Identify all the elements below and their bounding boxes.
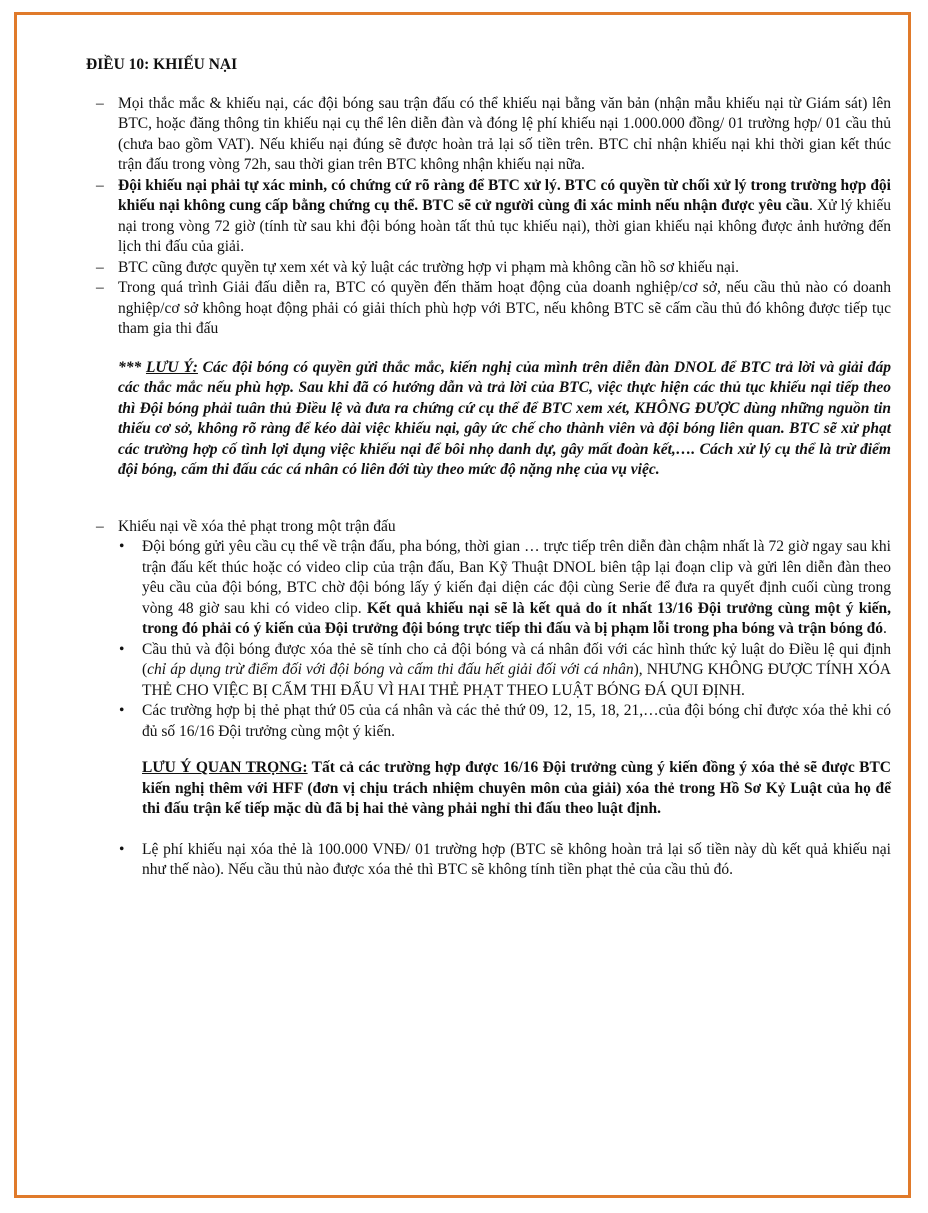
card-bullet-2-text-a: Cầu thủ và đội bóng được xóa thẻ sẽ tính cho cả đội bóng và cá nhân đối với các hình thức kỷ luật do Điều lệ qui định ( <box>142 640 891 678</box>
bullet-marker: • <box>119 840 125 858</box>
card-bullet-2 <box>86 640 891 702</box>
card-bullet-2-italic-text: chỉ áp dụng trừ điểm đối với đội bóng và cấm thi đấu hết giải đối với cá nhân <box>147 661 634 678</box>
note-text: Các đội bóng có quyền gửi thắc mắc, kiến nghị của mình trên diễn đàn DNOL để BTC trả lời và giải đáp các thắc mắc nếu phù hợp. Sau khi đã có hướng dẫn và trả lời của BTC, việc thực hiện các thủ tục khiếu nại tiếp theo thì Đội bóng phải tuân thủ Điều lệ và đưa ra chứng cứ cụ thể để BTC xem xét, KHÔNG ĐƯỢC dùng những nguồn tin thiếu cơ sở, không rõ ràng để kéo dài việc khiếu nại, gây ức chế cho thành viên và đội bóng liên quan. BTC sẽ xử phạt các trường hợp cố tình lợi dụng việc khiếu nại để bôi nhọ danh dự, gây mất đoàn kết,…. Cách xử lý cụ thể là trừ điểm đội bóng, cấm thi đấu các cá nhân có liên đới tùy theo mức độ nặng nhẹ của vụ việc. <box>118 358 892 478</box>
rule-item-1-text: Mọi thắc mắc & khiếu nại, các đội bóng sau trận đấu có thể khiếu nại bằng văn bản (nhận mẫu khiếu nại từ Giám sát) lên BTC, hoặc đăng thông tin khiếu nại cụ thể lên diễn đàn và đóng lệ phí khiếu nại 1.000.000 đồng/ 01 trường hợp/ 01 cầu thủ (chưa bao gồm VAT). Nếu khiếu nại đúng sẽ được hoàn trả lại số tiền trên. BTC chỉ nhận khiếu nại khi thời gian kết thúc trận đấu trong vòng 72h, sau thời gian trên BTC không nhận khiếu nại nữa. <box>118 94 891 173</box>
card-bullet-1-text: Đội bóng gửi yêu cầu cụ thể về trận đấu, pha bóng, thời gian … trực tiếp trên diễn đàn chậm nhất là 72 giờ ngay sau khi trận đấu kết thúc hoặc có video clip của trận đấu, Ban Kỹ Thuật DNOL biên tập lại đoạn clip và gửi lên diễn đàn theo yêu cầu của đội bóng, BTC chờ đội bóng lấy ý kiến đại diện các đội cùng Serie để đưa ra quyết định cuối cùng trong vòng 48 giờ sau khi có video clip. <box>142 538 891 617</box>
section-heading: ĐIỀU 10: KHIẾU NẠI <box>86 56 238 73</box>
important-note-label: LƯU Ý QUAN TRỌNG: <box>142 759 308 776</box>
rule-item-2-bold-text: Đội khiếu nại phải tự xác minh, có chứng cứ rõ ràng để BTC xử lý. BTC có quyền từ chối xử lý trong trường hợp đội khiếu nại không cung cấp bằng chứng cụ thể. BTC sẽ cử người cùng đi xác minh nếu nhận được yêu cầu <box>118 176 891 214</box>
rule-item-3 <box>86 258 891 279</box>
note-stars: *** <box>118 358 146 376</box>
dash-marker: – <box>96 517 104 535</box>
important-note-text: Tất cả các trường hợp được 16/16 Đội trưởng cùng ý kiến đồng ý xóa thẻ sẽ được BTC kiến nghị thêm với HFF (đơn vị chịu trách nhiệm chuyên môn của giải) xóa thẻ trong Hồ Sơ Kỷ Luật của họ để thi đấu trận kế tiếp mặc dù đã bị hai thẻ vàng phải nghỉ thi đấu theo luật định. <box>142 759 891 817</box>
card-bullet-4 <box>86 840 891 881</box>
card-bullet-1-end: . <box>883 620 887 637</box>
rule-item-3-text: BTC cũng được quyền tự xem xét và kỷ luật các trường hợp vi phạm mà không cần hồ sơ khiếu nại. <box>118 258 740 276</box>
important-note <box>86 758 891 820</box>
rule-item-2-text: . Xử lý khiếu nại trong vòng 72 giờ (tính từ sau khi đội bóng hoàn tất thủ tục khiếu nại), thời gian khiếu nại không được ảnh hưởng đến lịch thi đấu của giải. <box>118 197 891 255</box>
card-bullet-2-text-b: ), NHƯNG KHÔNG ĐƯỢC TÍNH XÓA THẺ CHO VIỆC BỊ CẤM THI ĐẤU VÌ HAI THẺ PHẠT THEO LUẬT BÓNG ĐÁ QUI ĐỊNH. <box>142 661 891 699</box>
card-bullet-3 <box>86 701 891 742</box>
dash-marker: – <box>96 94 104 112</box>
card-section-title <box>86 517 891 538</box>
rule-item-2 <box>86 176 891 258</box>
card-bullet-3-text: Các trường hợp bị thẻ phạt thứ 05 của cá nhân và các thẻ thứ 09, 12, 15, 18, 21,…của đội bóng chỉ được xóa thẻ khi có đủ số 16/16 Đội trưởng cùng một ý kiến. <box>142 702 891 740</box>
card-bullet-1-bold-text: Kết quả khiếu nại sẽ là kết quả do ít nhất 13/16 Đội trưởng cùng một ý kiến, trong đó phải có ý kiến của Đội trưởng đội bóng trực tiếp thi đấu và bị phạm lỗi trong pha bóng và trận bóng đó <box>142 599 891 637</box>
card-bullet-1 <box>86 537 891 640</box>
note-paragraph <box>86 358 891 481</box>
bullet-marker: • <box>119 702 125 719</box>
rule-item-1 <box>86 94 891 176</box>
card-bullet-4-text: Lệ phí khiếu nại xóa thẻ là 100.000 VNĐ/ 01 trường hợp (BTC sẽ không hoàn trả lại số tiền này dù kết quả khiếu nại như thế nào). Nếu cầu thủ nào được xóa thẻ thì BTC sẽ không tính tiền phạt thẻ của cầu thủ đó. <box>142 840 891 878</box>
bullet-marker: • <box>119 538 125 555</box>
dash-marker: – <box>96 279 104 296</box>
note-label: LƯU Ý: <box>145 358 198 376</box>
document-body <box>86 55 891 881</box>
dash-marker: – <box>96 258 104 276</box>
card-section-title-text: Khiếu nại về xóa thẻ phạt trong một trận đấu <box>118 517 396 535</box>
rule-item-4 <box>86 278 891 340</box>
bullet-marker: • <box>119 640 125 658</box>
card-bullet-list <box>86 537 891 881</box>
spacer <box>86 499 891 517</box>
rule-item-4-text: Trong quá trình Giải đấu diễn ra, BTC có quyền đến thăm hoạt động của doanh nghiệp/cơ sở, nếu cầu thủ nào có doanh nghiệp/cơ sở không hoạt động phải có giải thích phù hợp với BTC, nếu không BTC sẽ cấm cầu thủ đó không được tiếp tục tham gia thi đấu <box>118 279 891 337</box>
dash-marker: – <box>96 176 104 194</box>
